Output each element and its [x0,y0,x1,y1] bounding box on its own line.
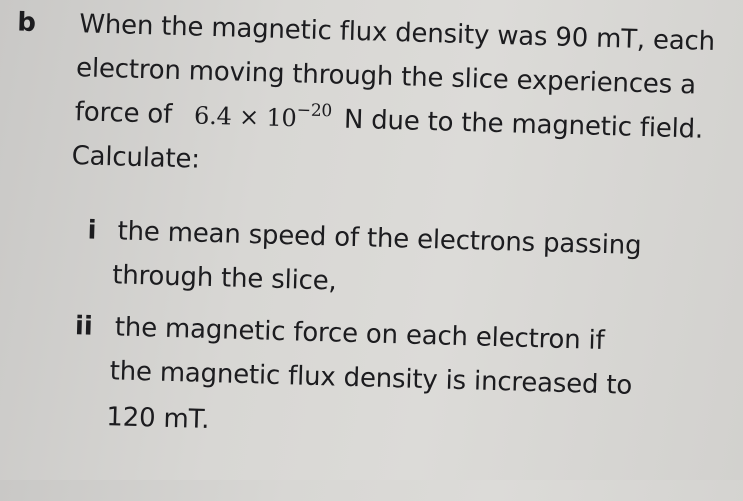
sub-question-ii-marker: ii [74,311,94,342]
question-b-line-3 [74,96,703,146]
line-3-prefix: force of [74,97,173,130]
force-value [194,101,332,133]
sub-question-i-line-1: the mean speed of the electrons passing [117,216,642,261]
sub-question-ii-line-1: the magnetic force on each electron if [114,312,605,357]
question-b-line-2: electron moving through the slice experiences a [75,53,697,101]
sub-question-ii-line-2: the magnetic flux density is increased to [109,356,633,401]
sub-question-ii-line-3: 120 mT. [105,402,210,436]
force-exponent: −20 [296,100,333,122]
sub-question-i-marker: i [87,215,97,246]
sub-question-i-line-2: through the slice, [111,260,338,297]
calculate-label: Calculate: [71,141,201,175]
question-b-line-1: When the magnetic flux density was 90 mT, each [78,9,716,57]
force-mantissa: 6.4 × 10 [193,101,297,133]
line-3-suffix: N due to the magnetic field. [343,104,704,145]
part-b-marker: b [16,7,37,39]
